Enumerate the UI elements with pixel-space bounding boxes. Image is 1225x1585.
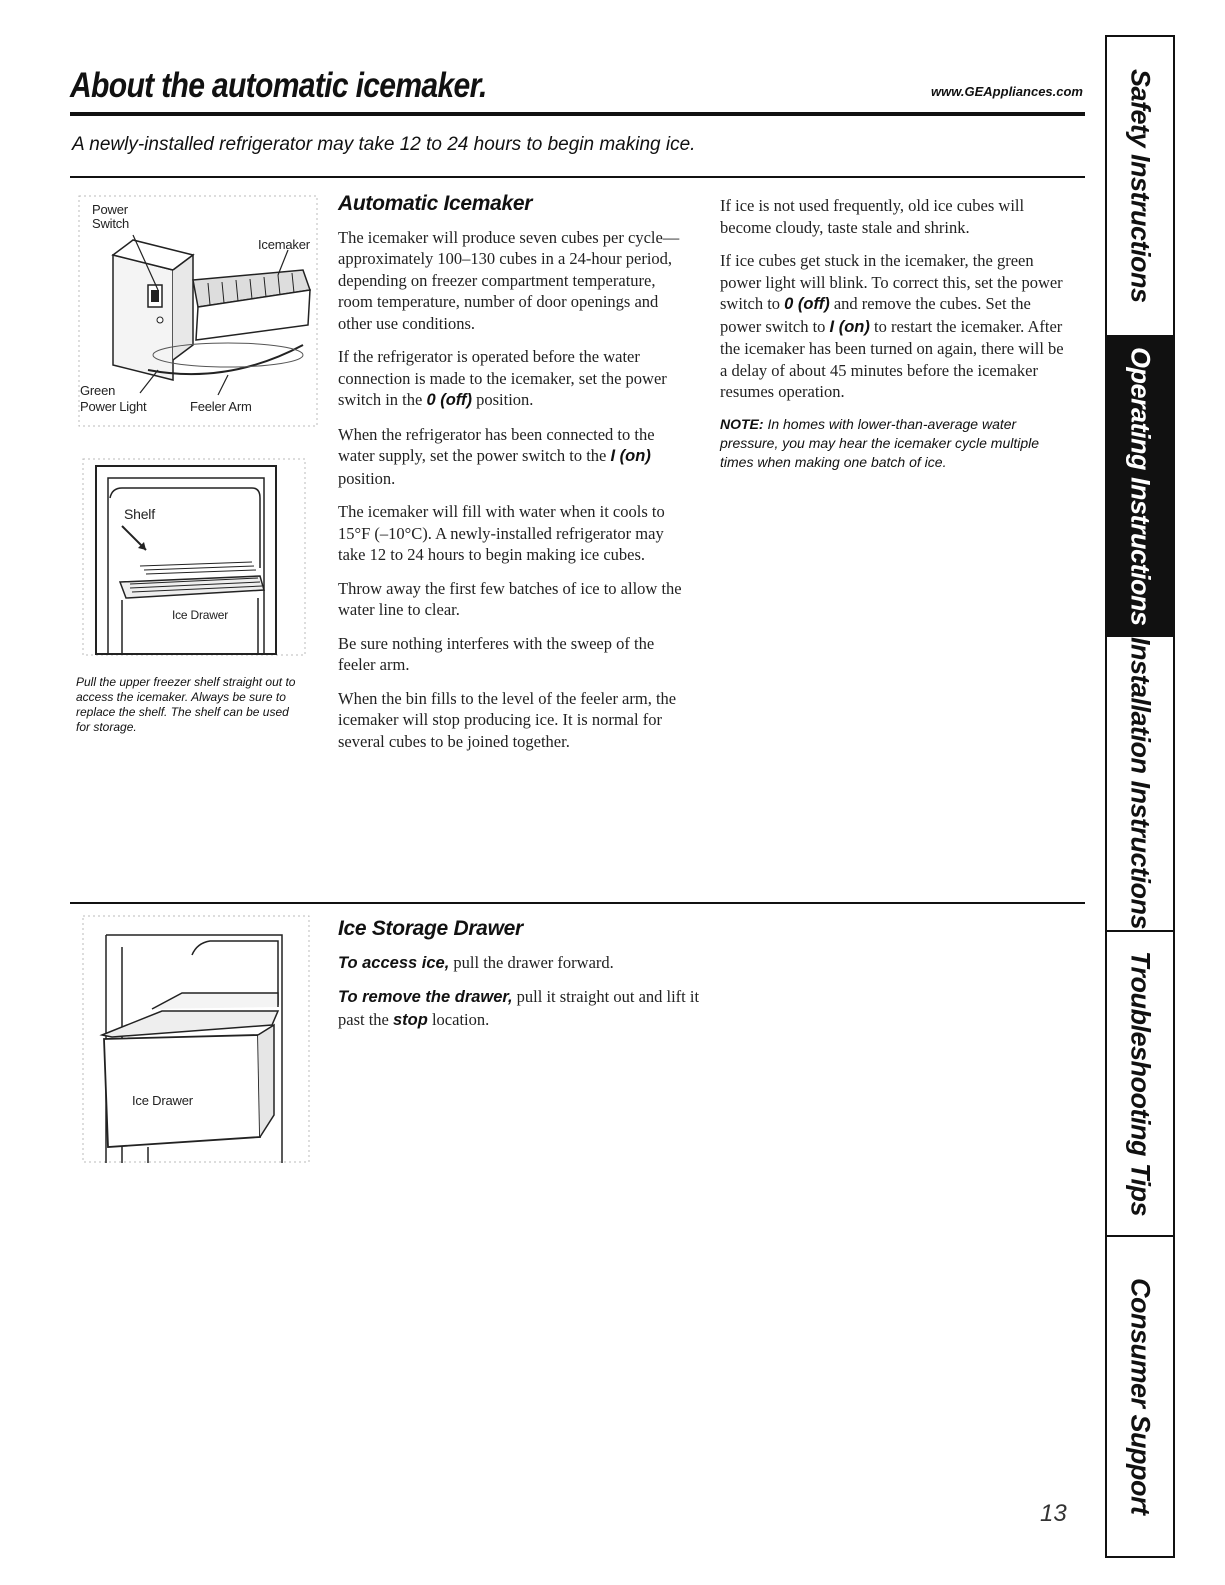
automatic-icemaker-section xyxy=(338,193,693,764)
right-col-p1: If ice is not used frequently, old ice cubes will become cloudy, taste stale and shrink. xyxy=(720,196,1025,237)
note-label: NOTE: xyxy=(720,415,764,432)
auto-icemaker-p6: Be sure nothing interferes with the sweep of the feeler arm. xyxy=(338,633,655,674)
auto-icemaker-p2: If the refrigerator is operated before the water connection is made to the icemaker, set the power switch in the 0 (off) position. xyxy=(338,347,667,409)
icemaker-figure xyxy=(78,195,318,430)
label-icemaker: Icemaker xyxy=(258,237,310,252)
label-power-switch: Power Switch xyxy=(92,202,130,231)
section-rule-top xyxy=(70,176,1085,178)
freezer-shelf-figure xyxy=(82,458,307,658)
ice-storage-drawer-heading: Ice Storage Drawer xyxy=(338,917,523,940)
page-subtitle: A newly-installed refrigerator may take 12 to 24 hours to begin making ice. xyxy=(72,134,696,155)
auto-icemaker-p3: When the refrigerator has been connected to the water supply, set the power switch to the I (on) position. xyxy=(338,424,655,488)
icemaker-tips-section xyxy=(720,195,1075,484)
page-number: 13 xyxy=(1040,1500,1067,1527)
ice-storage-p1: To access ice, pull the drawer forward. xyxy=(338,952,614,972)
section-rule-bottom xyxy=(70,902,1085,904)
ice-storage-p2: To remove the drawer, pull it straight out and lift it past the stop location. xyxy=(338,987,700,1029)
right-col-p2: If ice cubes get stuck in the icemaker, the green power light will blink. To correct this, set the power switch to 0 (off) and remove the cubes. Set the power switch to I (on) to restart the icemaker. After the icemaker has been turned on again, there will be a delay of about 45 minutes before the icemaker resumes operation. xyxy=(720,251,1064,401)
label-ice-drawer: Ice Drawer xyxy=(132,1093,193,1108)
ice-drawer-illustration xyxy=(82,915,312,1165)
tab-installation-instructions[interactable] xyxy=(1107,637,1173,932)
section-sidebar xyxy=(1105,35,1175,1558)
page-title: About the automatic icemaker. xyxy=(70,66,487,105)
website-url: www.GEAppliances.com xyxy=(931,84,1083,99)
tab-label: Safety Instructions xyxy=(1125,69,1156,303)
tab-label: Consumer Support xyxy=(1125,1278,1156,1515)
ice-storage-drawer-section xyxy=(338,918,708,1043)
header-rule xyxy=(70,112,1085,116)
auto-icemaker-p5: Throw away the first few batches of ice to allow the water line to clear. xyxy=(338,578,682,619)
tab-operating-instructions[interactable] xyxy=(1107,337,1173,637)
automatic-icemaker-heading: Automatic Icemaker xyxy=(338,192,533,215)
auto-icemaker-p7: When the bin fills to the level of the feeler arm, the icemaker will stop producing ice. It is normal for several cubes to be joined together. xyxy=(338,688,677,751)
label-shelf: Shelf xyxy=(124,506,155,522)
tab-label: Installation Instructions xyxy=(1125,637,1156,930)
tab-consumer-support[interactable] xyxy=(1107,1237,1173,1556)
tab-safety-instructions[interactable] xyxy=(1107,37,1173,337)
auto-icemaker-p1: The icemaker will produce seven cubes per cycle—approximately 100–130 cubes in a 24-hour period, depending on freezer compartment temperature, room temperature, number of door openings and other use conditions. xyxy=(338,227,680,333)
label-feeler-arm: Feeler Arm xyxy=(190,399,252,414)
auto-icemaker-p4: The icemaker will fill with water when it cools to 15°F (–10°C). A newly-installed refrigerator may take 12 to 24 hours to begin making ice cubes. xyxy=(338,502,665,564)
label-green-power-light: Green Power Light xyxy=(80,383,147,414)
freezer-shelf-illustration xyxy=(82,458,307,658)
tab-label: Operating Instructions xyxy=(1125,346,1156,626)
tab-troubleshooting-tips[interactable] xyxy=(1107,932,1173,1237)
shelf-caption: Pull the upper freezer shelf straight out to access the icemaker. Always be sure to replace the shelf. The shelf can be used for storage. xyxy=(76,675,296,734)
note-paragraph: NOTE: In homes with lower-than-average water pressure, you may hear the icemaker cycle multiple times when making one batch of ice. xyxy=(720,415,1040,470)
label-ice-drawer-shelf: Ice Drawer xyxy=(172,608,229,622)
ice-drawer-figure xyxy=(82,915,312,1165)
tab-label: Troubleshooting Tips xyxy=(1125,951,1156,1216)
